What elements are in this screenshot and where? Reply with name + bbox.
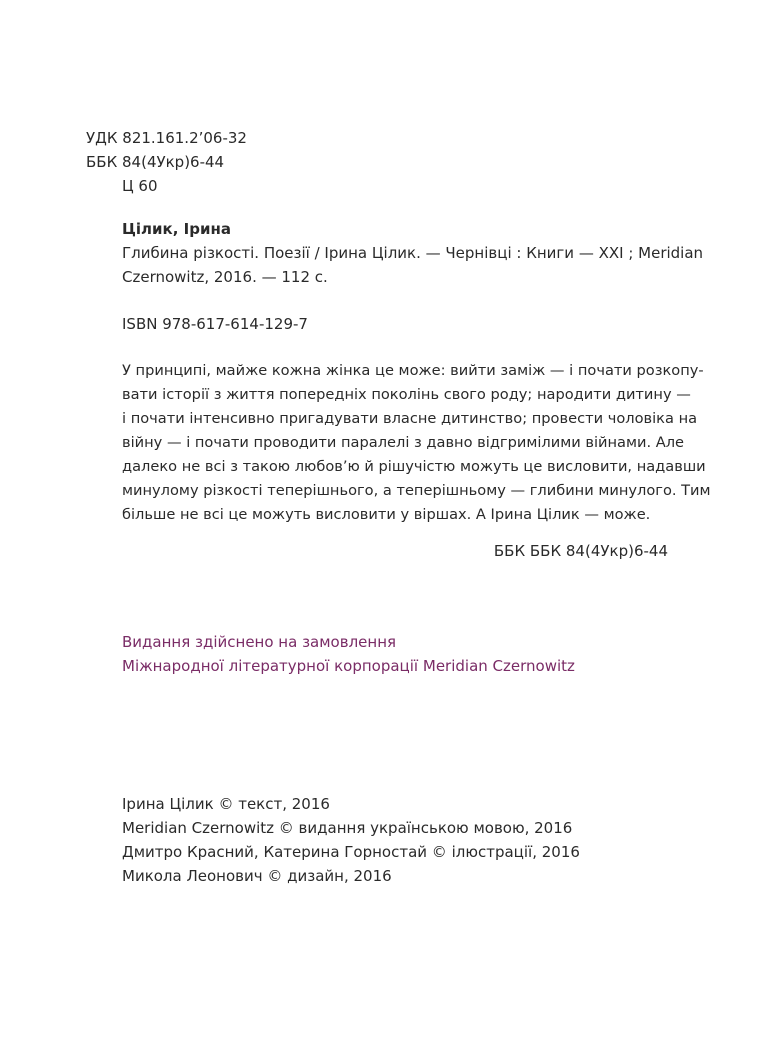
cutter-code: Ц 60 xyxy=(122,177,158,195)
abstract-line: війну — і почати проводити паралелі з давно відгримілими війнами. Але xyxy=(122,434,685,451)
order-note-line-1: Видання здійснено на замовлення xyxy=(122,633,397,651)
copyright-line-design: Микола Леонович © дизайн, 2016 xyxy=(122,867,392,885)
copyright-line-text: Ірина Цілик © текст, 2016 xyxy=(122,795,330,813)
bibliographic-description-line-1: Глибина різкості. Поезії / Ірина Цілик. — Чернівці : Книги — XXI ; Meridian xyxy=(122,244,704,262)
udk-code: УДК 821.161.2’06-32 xyxy=(86,129,247,147)
copyright-line-edition: Meridian Czernowitz © видання українською мовою, 2016 xyxy=(122,819,573,837)
isbn: ISBN 978-617-614-129-7 xyxy=(122,315,308,333)
abstract-line: далеко не всі з такою любов’ю й рішучістю можуть це висловити, надавши xyxy=(122,458,706,475)
abstract-line: вати історії з життя попередніх поколінь свого роду; народити дитину — xyxy=(122,386,691,403)
author-name: Цілик, Ірина xyxy=(122,220,231,238)
abstract-bbk-code: ББК ББК 84(4Укр)6-44 xyxy=(493,542,668,560)
abstract-line: У принципі, майже кожна жінка це може: вийти заміж — і почати розкопу- xyxy=(122,362,704,379)
copyright-line-illustrations: Дмитро Красний, Катерина Горностай © ілюстрації, 2016 xyxy=(122,843,580,861)
abstract-paragraph xyxy=(122,359,711,527)
abstract-line: і почати інтенсивно пригадувати власне дитинство; провести чоловіка на xyxy=(122,410,698,427)
order-note-line-2: Міжнародної літературної корпорації Meridian Czernowitz xyxy=(122,657,575,675)
bbk-code: ББК 84(4Укр)6-44 xyxy=(86,153,225,171)
bibliographic-description-line-2: Czernowitz, 2016. — 112 с. xyxy=(122,268,328,286)
abstract-line: минулому різкості теперішнього, а теперішньому — глибини минулого. Тим xyxy=(122,482,711,499)
abstract-line: більше не всі це можуть висловити у віршах. А Ірина Цілик — може. xyxy=(122,506,651,523)
